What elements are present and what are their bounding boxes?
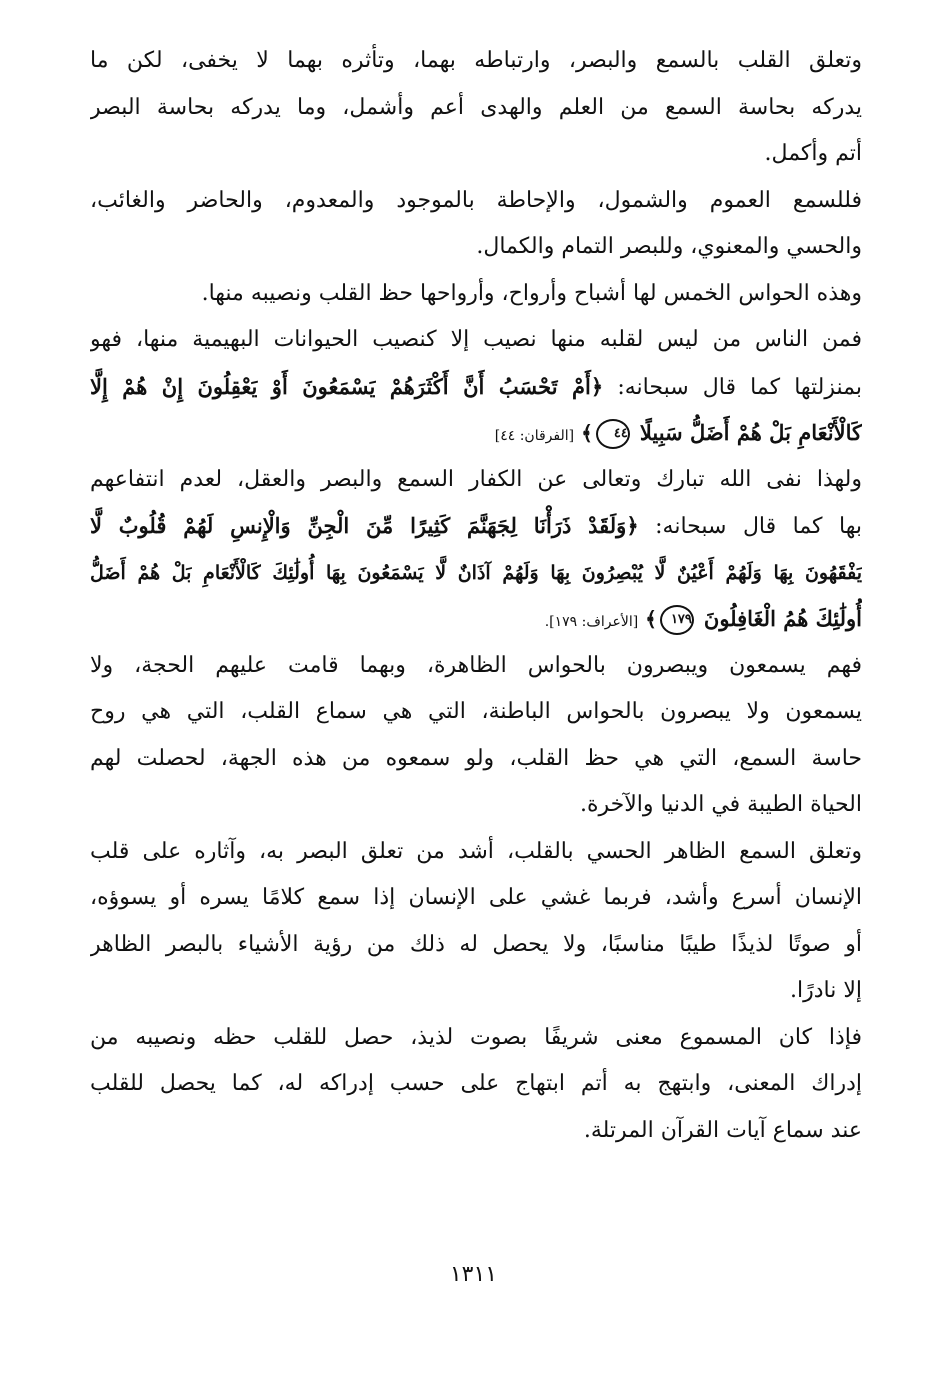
text-line: والحسي والمعنوي، وللبصر التمام والكمال. (476, 234, 862, 259)
text-line: إلا نادرًا. (789, 978, 862, 1003)
verse-reference: [الأعراف: ١٧٩]. (544, 614, 639, 630)
text-line: حاسة السمع، التي هي حظ القلب، ولو سمعوه من هذه الجهة، لحصلت لهم (90, 745, 862, 771)
text-line: أو صوتًا لذيذًا طيبًا مناسبًا، ولا يحصل له ذلك من رؤية الأشياء بالبصر الظاهر (90, 931, 862, 957)
verse-line (90, 596, 862, 643)
text-line: وهذه الحواس الخمس لها أشباح وأرواح، وأرواحها حظ القلب ونصيبه منها. (201, 280, 862, 306)
verse-intro: بها كما قال سبحانه: (655, 514, 862, 539)
verse-close-bracket: ﴾ (645, 607, 657, 631)
text-line: يسمعون ولا يبصرون بالحواس الباطنة، التي هي سماع القلب، التي هي روح (90, 699, 862, 724)
quran-verse-text: ﴿وَلَقَدْ ذَرَأْنَا لِجَهَنَّمَ كَثِيرًا مِّنَ الْجِنِّ وَالْإِنسِ لَهُمْ قُلُوبٌ لَّا (90, 513, 639, 538)
text-line: فإذا كان المسموع معنى شريفًا بصوت لذيذ، حصل للقلب حظه ونصيبه من (90, 1024, 862, 1050)
text-line: فهم يسمعون ويبصرون بالحواس الظاهرة، وبهما قامت عليهم الحجة، ولا (90, 652, 862, 678)
ayah-number-badge: ١٧٩ (660, 605, 694, 635)
verse-close-bracket: ﴾ (581, 421, 593, 445)
verse-reference: [الفرقان: ٤٤] (494, 428, 575, 444)
ayah-number-badge: ٤٤ (596, 419, 630, 449)
text-line: فمن الناس من ليس لقلبه منها نصيب إلا كنصيب الحيوانات البهيمية منها، فهو (90, 327, 862, 352)
quran-verse-text: كَالْأَنْعَامِ بَلْ هُمْ أَضَلُّ سَبِيلًا (639, 420, 862, 445)
verse-intro: بمنزلتها كما قال سبحانه: (617, 374, 862, 400)
text-line: أتم وأكمل. (764, 141, 862, 166)
page-number: ١٣١١ (449, 1262, 498, 1287)
quran-verse-text: أُولَٰئِكَ هُمُ الْغَافِلُونَ (703, 606, 862, 631)
verse-line (90, 364, 862, 411)
text-line: وتعلق القلب بالسمع والبصر، وارتباطه بهما، وتأثره بهما لا يخفى، لكن ما (90, 48, 862, 73)
quran-verse-text: ﴿أَمْ تَحْسَبُ أَنَّ أَكْثَرَهُمْ يَسْمَعُونَ أَوْ يَعْقِلُونَ إِنْ هُمْ إِلَّا (90, 373, 604, 399)
page-body (90, 38, 862, 1154)
text-line: عند سماع آيات القرآن المرتلة. (583, 1117, 862, 1143)
text-line: فللسمع العموم والشمول، والإحاطة بالموجود والمعدوم، والحاضر والغائب، (90, 187, 862, 213)
text-line: ولهذا نفى الله تبارك وتعالى عن الكفار السمع والبصر والعقل، لعدم انتفاعهم (90, 466, 862, 492)
text-line: إدراك المعنى، وابتهج به أتم ابتهاج على حسب إدراكه له، كما يحصل للقلب (90, 1071, 862, 1096)
quran-verse-text: يَفْقَهُونَ بِهَا وَلَهُمْ أَعْيُنٌ لَّا يُبْصِرُونَ بِهَا وَلَهُمْ آذَانٌ لَّا يَسْمَعُونَ بِهَا أُولَٰئِكَ كَالْأَنْعَامِ بَلْ هُمْ أَضَلُّ (90, 561, 862, 584)
text-line: يدركه بحاسة السمع من العلم والهدى أعم وأشمل، وما يدركه بحاسة البصر (90, 94, 862, 120)
verse-line (90, 410, 862, 457)
text-line: وتعلق السمع الظاهر الحسي بالقلب، أشد من تعلق البصر به، وآثاره على قلب (90, 838, 862, 864)
text-line: الإنسان أسرع وأشد، فربما غشي على الإنسان إذا سمع كلامًا يسره أو يسوؤه، (90, 885, 862, 910)
text-line: الحياة الطيبة في الدنيا والآخرة. (579, 792, 862, 817)
verse-line (90, 503, 862, 550)
verse-line (90, 550, 862, 597)
